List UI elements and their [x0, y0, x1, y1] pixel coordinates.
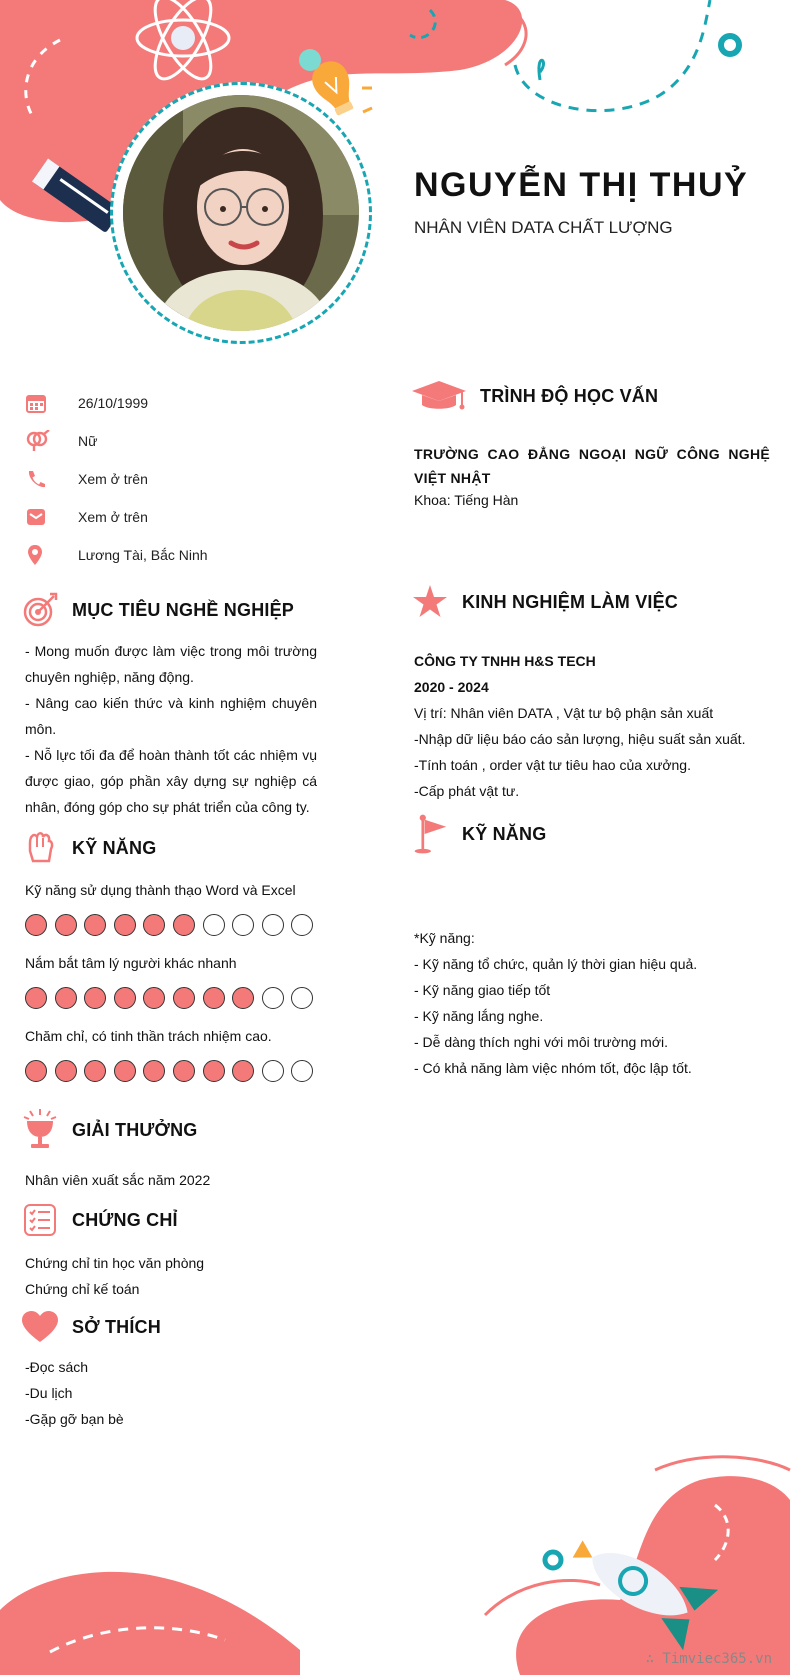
- hobbies-heading: [22, 1309, 161, 1345]
- job-title: NHÂN VIÊN DATA CHẤT LƯỢNG: [414, 218, 673, 237]
- experience-line: -Nhập dữ liệu báo cáo sản lượng, hiệu suất sản xuất.: [414, 731, 746, 747]
- skill-label: Chăm chỉ, có tinh thần trách nhiệm cao.: [25, 1028, 272, 1044]
- rating-dot-filled: [25, 987, 47, 1009]
- experience-heading: [412, 584, 678, 620]
- portrait-photo: [123, 95, 359, 331]
- skill-item: [25, 882, 325, 936]
- rating-dot-empty: [203, 914, 225, 936]
- contact-info: [26, 384, 326, 574]
- phone-value[interactable]: Xem ở trên: [78, 471, 148, 487]
- rating-dot-filled: [114, 914, 136, 936]
- bottom-left-blob: [0, 1572, 300, 1675]
- skill-item: [25, 955, 325, 1009]
- trophy-icon: [22, 1112, 58, 1148]
- rating-dot-filled: [203, 1060, 225, 1082]
- certificate-item: Chứng chỉ tin học văn phòng: [25, 1255, 205, 1271]
- skill-line: - Có khả năng làm việc nhóm tốt, độc lập tốt.: [414, 1060, 692, 1076]
- rating-dot-filled: [55, 987, 77, 1009]
- phone-icon: [26, 467, 54, 491]
- experience-line: Vị trí: Nhân viên DATA , Vật tư bộ phận sản xuất: [414, 705, 714, 721]
- rating-dot-empty: [291, 914, 313, 936]
- hobby-item: -Gặp gỡ bạn bè: [25, 1411, 124, 1427]
- rating-dot-filled: [25, 1060, 47, 1082]
- certificate-item: Chứng chỉ kế toán: [25, 1281, 140, 1297]
- gender-icon: [26, 429, 54, 453]
- objective-line: - Nâng cao kiến thức và kinh nghiệm chuyên môn.: [25, 695, 317, 737]
- experience-company: CÔNG TY TNHH H&S TECH: [414, 653, 596, 669]
- rating-dot-filled: [84, 914, 106, 936]
- watermark: ∴ Timviec365.vn: [645, 1651, 772, 1667]
- experience-line: -Cấp phát vật tư.: [414, 783, 520, 799]
- star-icon: [412, 584, 448, 620]
- rating-dot-filled: [55, 914, 77, 936]
- skills-title-right: KỸ NĂNG: [462, 823, 547, 844]
- rating-dot-filled: [84, 987, 106, 1009]
- awards-heading: [22, 1112, 197, 1148]
- calendar-icon: [26, 391, 54, 415]
- skill-line: - Kỹ năng giao tiếp tốt: [414, 982, 551, 998]
- certificates-list: [25, 1250, 204, 1302]
- skills-heading-left: [22, 830, 156, 866]
- rating-dot-filled: [143, 1060, 165, 1082]
- rating-dot-filled: [143, 914, 165, 936]
- skills-list-right: [414, 925, 774, 1081]
- hobbies-list: [25, 1354, 124, 1432]
- experience-line: -Tính toán , order vật tư tiêu hao của xưởng.: [414, 757, 691, 773]
- address-value: Lương Tài, Bắc Ninh: [78, 547, 208, 563]
- awards-list: [25, 1167, 210, 1193]
- skill-rating: [25, 914, 325, 936]
- avatar: [123, 95, 359, 331]
- avatar-frame: [110, 82, 372, 344]
- rating-dot-filled: [173, 987, 195, 1009]
- email-value[interactable]: Xem ở trên: [78, 509, 148, 525]
- skills-heading-right: [412, 816, 546, 852]
- objective-line: - Mong muốn được làm việc trong môi trường chuyên nghiệp, năng động.: [25, 643, 317, 685]
- rating-dot-filled: [203, 987, 225, 1009]
- experience-title: KINH NGHIỆM LÀM VIỆC: [462, 591, 679, 612]
- rating-dot-empty: [262, 1060, 284, 1082]
- skill-line: - Kỹ năng lắng nghe.: [414, 1008, 544, 1024]
- contact-phone: [26, 460, 326, 498]
- rating-dot-filled: [114, 1060, 136, 1082]
- education-school: TRƯỜNG CAO ĐẲNG NGOẠI NGỮ CÔNG NGHỆ VIỆT NHẬT: [414, 446, 770, 486]
- checklist-icon: [22, 1202, 58, 1238]
- rating-dot-filled: [55, 1060, 77, 1082]
- rating-dot-empty: [291, 1060, 313, 1082]
- skill-line: *Kỹ năng:: [414, 930, 475, 946]
- hobby-item: -Du lịch: [25, 1385, 73, 1401]
- objective-title: MỤC TIÊU NGHỀ NGHIỆP: [72, 599, 295, 620]
- rating-dot-filled: [173, 1060, 195, 1082]
- objective-line: - Nỗ lực tối đa để hoàn thành tốt các nhiệm vụ được giao, góp phần xây dựng sự nghiệp cá nhân, đóng góp cho sự phát triển của công ty.: [25, 747, 317, 815]
- contact-address: [26, 536, 326, 574]
- award-item: Nhân viên xuất sắc năm 2022: [25, 1172, 211, 1188]
- skill-label: Kỹ năng sử dụng thành thạo Word và Excel: [25, 882, 296, 898]
- skill-rating: [25, 1060, 325, 1082]
- certificates-heading: [22, 1202, 178, 1238]
- skills-title-left: KỸ NĂNG: [72, 837, 157, 858]
- rating-dot-filled: [84, 1060, 106, 1082]
- hobby-item: -Đọc sách: [25, 1359, 89, 1375]
- skill-rating: [25, 987, 325, 1009]
- skill-line: - Dễ dàng thích nghi với môi trường mới.: [414, 1034, 669, 1050]
- flag-icon: [412, 816, 448, 852]
- awards-title: GIẢI THƯỞNG: [72, 1119, 198, 1140]
- contact-gender: [26, 422, 326, 460]
- rating-dot-filled: [232, 1060, 254, 1082]
- skill-label: Nắm bắt tâm lý người khác nhanh: [25, 955, 237, 971]
- birthdate-value: 26/10/1999: [78, 395, 149, 411]
- heart-icon: [22, 1309, 58, 1345]
- candidate-name: NGUYỄN THỊ THUỶ: [414, 166, 749, 204]
- rating-dot-empty: [232, 914, 254, 936]
- certificates-title: CHỨNG CHỈ: [72, 1209, 178, 1230]
- raised-fist-icon: [22, 830, 58, 866]
- objective-heading: [22, 592, 294, 628]
- gender-value: Nữ: [78, 433, 98, 449]
- skill-line: - Kỹ năng tổ chức, quản lý thời gian hiệu quả.: [414, 956, 698, 972]
- rating-dot-filled: [25, 914, 47, 936]
- rating-dot-filled: [173, 914, 195, 936]
- rating-dot-filled: [114, 987, 136, 1009]
- education-title: TRÌNH ĐỘ HỌC VẤN: [480, 385, 659, 406]
- experience-entry: [414, 648, 774, 804]
- hobbies-title: SỞ THÍCH: [72, 1316, 161, 1337]
- location-pin-icon: [26, 543, 54, 567]
- rating-dot-empty: [291, 987, 313, 1009]
- target-icon: [22, 592, 58, 628]
- rating-dot-filled: [143, 987, 165, 1009]
- rating-dot-empty: [262, 987, 284, 1009]
- objective-text: [25, 638, 317, 820]
- contact-email: [26, 498, 326, 536]
- rating-dot-filled: [232, 987, 254, 1009]
- experience-period: 2020 - 2024: [414, 679, 489, 695]
- education-major: Khoa: Tiếng Hàn: [414, 492, 519, 508]
- contact-birthdate: [26, 384, 326, 422]
- skill-item: [25, 1028, 325, 1082]
- education-heading: [412, 378, 658, 414]
- email-icon: [26, 505, 54, 529]
- rating-dot-empty: [262, 914, 284, 936]
- graduation-cap-icon: [412, 378, 466, 414]
